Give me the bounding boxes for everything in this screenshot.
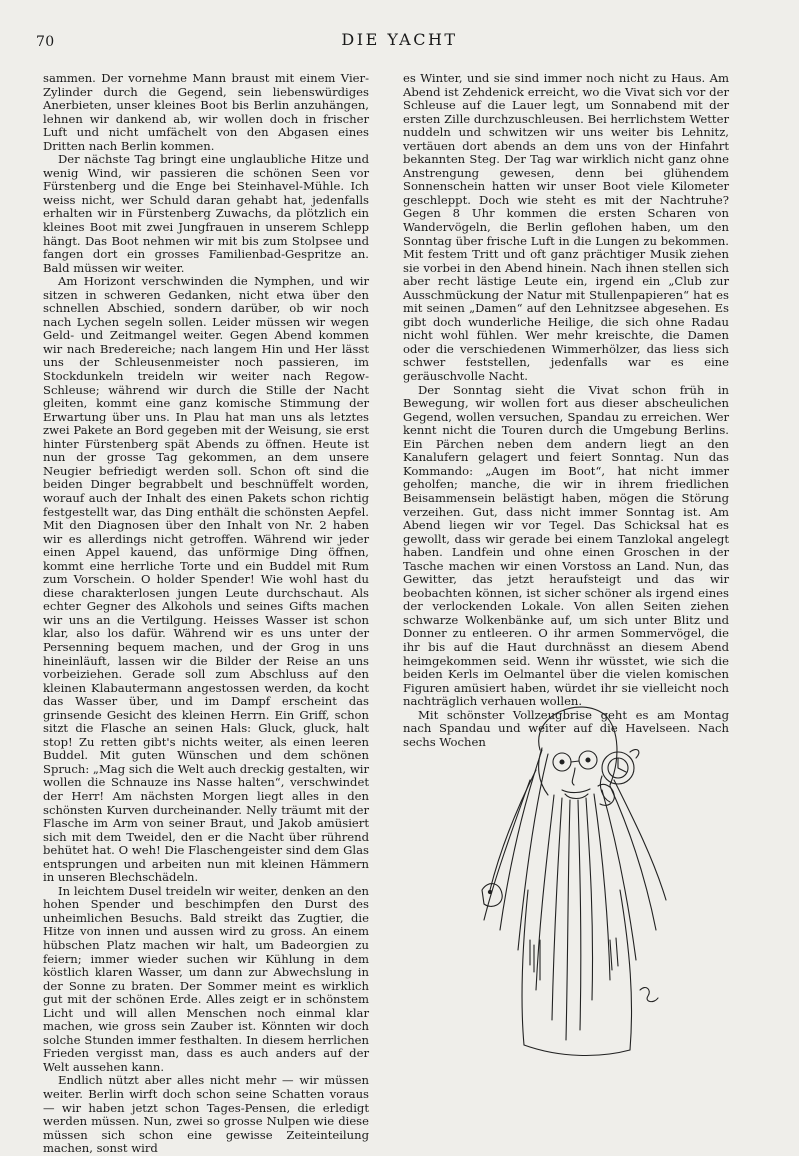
paragraph: Der Sonntag sieht die Vivat schon früh in Bewegung, wir wollen fort aus dieser abscheulichen Gegend, wollen versuchen, Spandau zu erreichen. Wer kennt nicht die Touren durch die Umgebung Berlins. Ein Pärchen neben dem andern liegt an den Kanalufern gelagert und feiert Sonntag. Nun das Kommando: „Augen im Boot“, hat nicht immer geholfen; manche, die wir in ihrem friedlichen Beisammensein belästigt haben, mögen die Störung verzeihen. Gut, dass nicht immer Sonntag ist. Am Abend liegen wir vor Tegel. Das Schicksal hat es gewollt, dass wir gerade bei einem Tanzlokal angelegt haben. Landfein und ohne einen Groschen in der Tasche machen wir einen Vorstoss an Land. Nun, das Gewitter, das jetzt heraufsteigt und das wir beobachten können, ist sicher schöner als irgend eines der verlockenden Lokale. Von allen Seiten ziehen schwarze Wolkenbänke auf, um sich unter Blitz und Donner zu entleeren. O ihr armen Sommervögel, die ihr bis auf die Haut durchnässt an diesem Abend heimgekommen seid. Wenn ihr wüsstet, wie sich die beiden Kerls im Oelmantel über die vielen komischen Figuren amüsiert haben, würdet ihr sie vielleicht noch nachträglich verhauen wollen.: [403, 382, 729, 709]
running-title: DIE YACHT: [341, 30, 458, 49]
left-column: [43, 71, 369, 1156]
page-number: 70: [36, 34, 55, 50]
paragraph: Am Horizont verschwinden die Nymphen, und wir sitzen in schweren Gedanken, nicht etwa über den schnellen Abschied, sondern darüber, ob wir noch nach Lychen segeln sollen. Leider müssen wir wegen Geld- und Zeitmangel weiter. Gegen Abend kommen wir nach Bredereiche; nach langem Hin und Her lässt uns der Schleusenmeister noch passieren, im Stockdunkeln treideln wir weiter nach Regow-Schleuse; während wir durch die Stille der Nacht gleiten, kommt eine ganz komische Stimmung der Erwartung über uns. In Plau hat man uns als letztes zwei Pakete an Bord gegeben mit der Weisung, sie erst hinter Fürstenberg spät Abends zu öffnen. Heute ist nun der grosse Tag gekommen, an dem unsere Neugier befriedigt werden soll. Schon oft sind die beiden Dinger begrabbelt und beschnüffelt worden, worauf auch der Inhalt des einen Pakets schon richtig festgestellt war, das Ding enthält die schönsten Aepfel. Mit den Diagnosen über den Inhalt von Nr. 2 haben wir es allerdings nicht getroffen. Während wir jeder einen Appel kauend, das unförmige Ding öffnen, kommt eine herrliche Torte und ein Buddel mit Rum zum Vorschein. O holder Spender! Wie wohl hast du diese charakterlosen jungen Leute durchschaut. Als echter Gegner des Alkohols und seines Gifts machen wir uns an die Vertilgung. Heisses Wasser ist schon klar, also los dafür. Während wir es uns unter der Persenning bequem machen, und der Grog in uns hineinläuft, lassen wir die Bilder der Reise an uns vorbeiziehen. Gerade soll zum Abschluss auf den kleinen Klabautermann angestossen werden, da kocht das Wasser über, und im Dampf erscheint das grinsende Gesicht des kleinen Herrn. Ein Griff, schon sitzt die Flasche an seinen Hals: Gluck, gluck, halt stop! Zu retten gibt's nichts weiter, als einen leeren Buddel. Mit guten Wünschen und dem schönen Spruch: „Mag sich die Welt auch dreckig gestalten, wir wollen die Schnauze ins Nasse halten“, verschwindet der Herr! Am nächsten Morgen liegt alles in den schönsten Kurven durcheinander. Nelly träumt mit der Flasche im Arm von seiner Braut, und Jakob amüsiert sich mit dem Tweidel, den er die Nacht über rührend behütet hat. O weh! Die Flaschengeister sind dem Glas entsprungen und arbeiten nun mit kleinen Hämmern in unseren Blechschädeln.: [43, 274, 369, 885]
paragraph: In leichtem Dusel treideln wir weiter, denken an den hohen Spender und beschimpfen den Durst des unheimlichen Besuchs. Bald streikt das Zugtier, die Hitze von innen und aussen wird zu gross. An einem hübschen Platz machen wir halt, um Badeorgien zu feiern; immer wieder suchen wir Kühlung in dem köstlich klaren Wasser, um dann zur Abwechslung in der Sonne zu braten. Der Sommer meint es wirklich gut mit der schönen Erde. Alles zeigt er in schönstem Licht und will allen Menschen noch einmal klar machen, wie gross sein Zauber ist. Könnten wir doch solche Stunden immer festhalten. In diesem herrlichen Frieden vergisst man, dass es auch anders auf der Welt aussehen kann.: [43, 883, 369, 1074]
right-column: [403, 71, 729, 749]
paragraph: Der nächste Tag bringt eine unglaubliche Hitze und wenig Wind, wir passieren die schönen Seen vor Fürstenberg und die Enge bei Steinhavel-Mühle. Ich weiss nicht, wer Schuld daran gehabt hat, jedenfalls erhalten wir in Fürstenberg Zuwachs, da plötzlich ein kleines Boot mit zwei Jungfrauen in unserem Schlepp hängt. Das Boot nehmen wir mit bis zum Stolpsee und fangen dort ein grosses Familienbad-Gespritze an. Bald müssen wir weiter.: [43, 152, 369, 275]
paragraph: es Winter, und sie sind immer noch nicht zu Haus. Am Abend ist Zehdenick erreicht, wo die Vivat sich vor der Schleuse auf die Lauer legt, um Sonnabend mit der ersten Zille durchzuschleusen. Bei herrlichstem Wetter nuddeln und schwitzen wir uns weiter bis Lehnitz, vertäuen dort abends an dem uns von der Hinfahrt bekannten Steg. Der Tag war wirklich nicht ganz ohne Anstrengung gewesen, denn bei glühendem Sonnenschein hatten wir unser Boot viele Kilometer geschleppt. Doch wie steht es mit der Nachtruhe? Gegen 8 Uhr kommen die ersten Scharen von Wandervögeln, die Berlin geflohen haben, um den Sonntag über frische Luft in die Lungen zu bekommen. Mit festem Tritt und oft ganz prächtiger Musik ziehen sie vorbei in den Abend hinein. Nach ihnen stellen sich aber recht lästige Leute ein, irgend ein „Club zur Ausschmückung der Natur mit Stullenpapieren“ hat es mit seinen „Damen“ auf den Lehnitzsee abgesehen. Es gibt doch wunderliche Heilige, die sich ohne Radau nicht wohl fühlen. Wer mehr kreischte, die Damen oder die verschiedenen Wimmerhölzer, das liess sich schwer feststellen, jedenfalls war es eine geräuschvolle Nacht.: [403, 71, 729, 384]
paragraph: Mit schönster Vollzeugbrise geht es am Montag nach Spandau und weiter auf die Havelseen. Nach sechs Wochen: [403, 707, 729, 749]
klabautermann-drawing-icon: [470, 690, 680, 1065]
paragraph: sammen. Der vornehme Mann braust mit einem Vier-Zylinder durch die Gegend, sein liebenswürdiges Anerbieten, unser kleines Boot bis Berlin anzuhängen, lehnen wir dankend ab, wir wollen doch in frischer Luft und nicht umfächelt von den Abgasen eines Dritten nach Berlin kommen.: [43, 71, 369, 153]
paragraph: Endlich nützt aber alles nicht mehr — wir müssen weiter. Berlin wirft doch schon seine Schatten voraus — wir haben jetzt schon Tages-Pensen, die erledigt werden müssen. Nun, zwei so grosse Nulpen wie diese müssen sich schon eine gewisse Zeiteinteilung machen, sonst wird: [43, 1073, 369, 1156]
klabautermann-illustration: [470, 690, 680, 1065]
